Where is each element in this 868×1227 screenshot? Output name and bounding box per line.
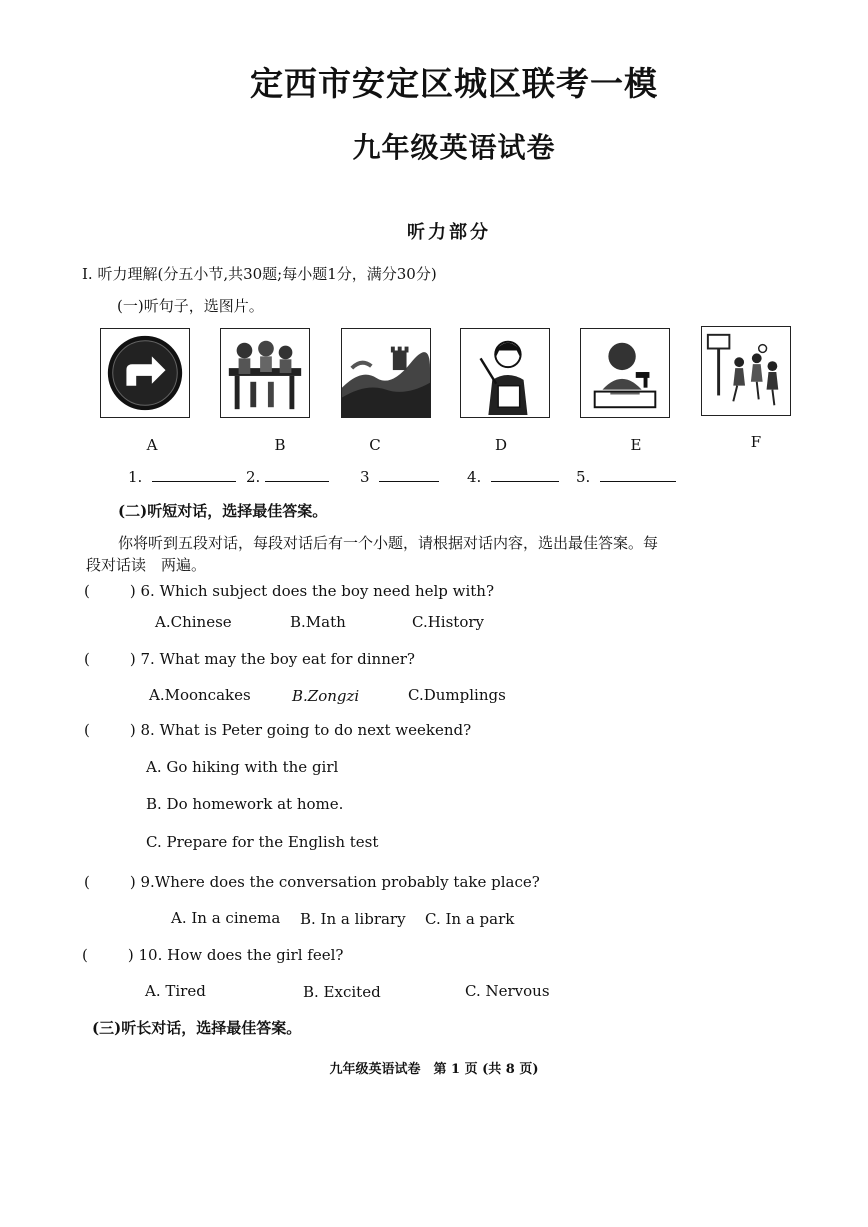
picture-e bbox=[580, 328, 670, 418]
option: A. Tired bbox=[145, 982, 206, 1000]
option: A. In a cinema bbox=[171, 909, 281, 927]
picture-c bbox=[341, 328, 431, 418]
question-9: ( ) 9.Where does the conversation probably take place? bbox=[84, 873, 540, 891]
great-wall-icon bbox=[342, 329, 430, 417]
sub1-heading: (一)听句子，选图片。 bbox=[117, 297, 264, 315]
picture-label: E bbox=[630, 436, 642, 454]
picture-d bbox=[460, 328, 550, 418]
option: A.Chinese bbox=[155, 613, 232, 631]
page-footer: 九年级英语试卷 第 1 页 (共 8 页) bbox=[329, 1062, 539, 1077]
option: C. In a park bbox=[425, 910, 515, 928]
section-title: 听力部分 bbox=[407, 222, 491, 243]
option: C.History bbox=[412, 613, 484, 631]
kids-playing-icon bbox=[702, 327, 790, 415]
sub2-instructions-1: 你将听到五段对话，每段对话后有一个小题，请根据对话内容，选出最佳答案。每 bbox=[118, 534, 659, 552]
picture-b bbox=[220, 328, 310, 418]
question-10: ( ) 10. How does the girl feel? bbox=[82, 946, 344, 964]
option: A. Go hiking with the girl bbox=[146, 758, 339, 776]
answer-blank-4[interactable]: 4. bbox=[467, 467, 559, 486]
picture-label: F bbox=[750, 433, 762, 451]
option: A.Mooncakes bbox=[149, 686, 251, 704]
question-8: ( ) 8. What is Peter going to do next weekend? bbox=[84, 721, 472, 739]
exam-subtitle: 九年级英语试卷 bbox=[352, 131, 556, 164]
people-eating-icon bbox=[221, 329, 309, 417]
option: B. Excited bbox=[303, 983, 381, 1001]
picture-a bbox=[100, 328, 190, 418]
option: C.Dumplings bbox=[408, 686, 506, 704]
option: B.Zongzi bbox=[292, 687, 360, 705]
picture-label: A bbox=[146, 436, 158, 454]
answer-blank-5[interactable]: 5. bbox=[576, 467, 676, 486]
option: B. Do homework at home. bbox=[146, 795, 344, 813]
answer-blank-2[interactable]: 2. bbox=[246, 467, 329, 486]
answer-blank-3[interactable]: 3 bbox=[360, 467, 439, 486]
option: C. Prepare for the English test bbox=[146, 833, 379, 851]
picture-label: B bbox=[274, 436, 286, 454]
teacher-icon bbox=[461, 329, 549, 417]
sub2-instructions-2: 段对话读 两遍。 bbox=[86, 556, 207, 574]
answer-blank-1[interactable]: 1. bbox=[128, 467, 236, 486]
picture-label: D bbox=[494, 436, 508, 454]
part1-heading: I. 听力理解(分五小节,共30题;每小题1分，满分30分) bbox=[82, 265, 437, 283]
option: B. In a library bbox=[300, 910, 406, 928]
question-7: ( ) 7. What may the boy eat for dinner? bbox=[84, 650, 415, 668]
picture-f bbox=[701, 326, 791, 416]
washing-hands-icon bbox=[581, 329, 669, 417]
exam-title: 定西市安定区城区联考一模 bbox=[250, 64, 658, 103]
picture-label: C bbox=[369, 436, 381, 454]
sub2-heading: (二)听短对话，选择最佳答案。 bbox=[118, 502, 328, 520]
turn-right-sign-icon bbox=[101, 329, 189, 417]
option: C. Nervous bbox=[465, 982, 550, 1000]
option: B.Math bbox=[290, 613, 346, 631]
question-6: ( ) 6. Which subject does the boy need help with? bbox=[84, 582, 495, 600]
sub3-heading: (三)听长对话，选择最佳答案。 bbox=[92, 1019, 302, 1037]
